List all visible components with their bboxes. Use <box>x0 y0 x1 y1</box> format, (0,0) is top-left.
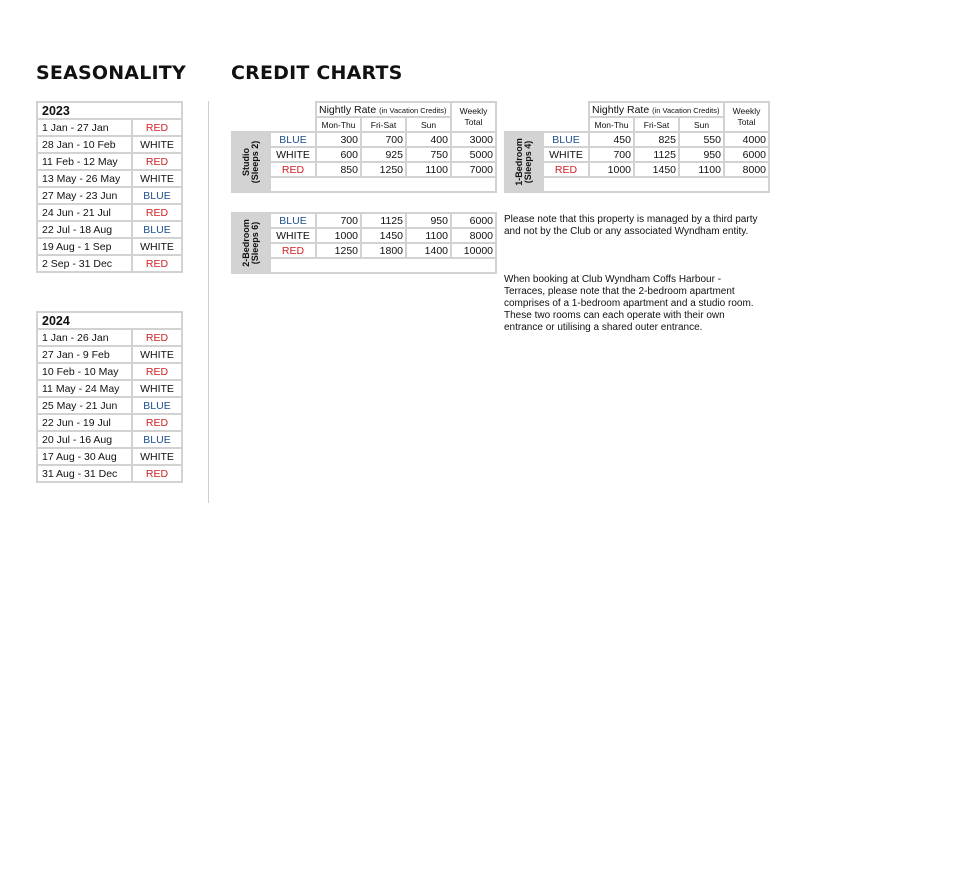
rate-fri-sat: 825 <box>634 132 679 147</box>
season-color: RED <box>132 414 182 431</box>
booking-note: When booking at Club Wyndham Coffs Harbour - Terraces, please note that the 2-bedroom apartment comprises of a 1-bedroom apartment and a studio room. These two rooms can each operate with their own entrance or utilising a shared outer entrance. <box>504 274 754 333</box>
rate-sun: 550 <box>679 132 724 147</box>
date-range: 31 Aug - 31 Dec <box>37 465 132 482</box>
rate-row <box>232 228 496 243</box>
season-color: WHITE <box>132 238 182 255</box>
season-row <box>37 329 182 346</box>
rate-mon-thu: 600 <box>316 147 361 162</box>
rate-fri-sat: 1450 <box>361 228 406 243</box>
rate-sun: 1400 <box>406 243 451 258</box>
season-color: BLUE <box>132 397 182 414</box>
date-range: 20 Jul - 16 Aug <box>37 431 132 448</box>
season-row <box>37 431 182 448</box>
rate-row <box>505 162 769 177</box>
rate-mon-thu: 700 <box>316 213 361 228</box>
room-type-label: 1-Bedroom (Sleeps 4) <box>505 132 543 192</box>
season-label: RED <box>270 243 316 258</box>
season-label: BLUE <box>270 132 316 147</box>
sun-header: Sun <box>406 117 451 132</box>
date-range: 2 Sep - 31 Dec <box>37 255 132 272</box>
date-range: 27 Jan - 9 Feb <box>37 346 132 363</box>
mon-thu-header: Mon-Thu <box>589 117 634 132</box>
season-row <box>37 170 182 187</box>
rate-row <box>232 213 496 228</box>
rate-fri-sat: 925 <box>361 147 406 162</box>
rate-mon-thu: 700 <box>589 147 634 162</box>
rate-weekly: 6000 <box>724 147 769 162</box>
season-row <box>37 465 182 482</box>
rate-mon-thu: 1000 <box>589 162 634 177</box>
season-row <box>37 346 182 363</box>
rate-weekly: 10000 <box>451 243 496 258</box>
rate-mon-thu: 1000 <box>316 228 361 243</box>
date-range: 10 Feb - 10 May <box>37 363 132 380</box>
season-row <box>37 187 182 204</box>
season-row <box>37 119 182 136</box>
room-type-label: 2-Bedroom (Sleeps 6) <box>232 213 270 273</box>
seasonality-heading: SEASONALITY <box>36 62 186 84</box>
season-row <box>37 153 182 170</box>
date-range: 28 Jan - 10 Feb <box>37 136 132 153</box>
season-color: WHITE <box>132 170 182 187</box>
rate-sun: 1100 <box>679 162 724 177</box>
nightly-rate-header: Nightly Rate (in Vacation Credits) <box>316 102 451 117</box>
rate-row <box>232 147 496 162</box>
header-blank <box>232 102 316 132</box>
header-blank <box>505 102 589 132</box>
table-footer-row <box>270 258 496 273</box>
date-range: 17 Aug - 30 Aug <box>37 448 132 465</box>
sun-header: Sun <box>679 117 724 132</box>
season-label: WHITE <box>270 147 316 162</box>
rate-weekly: 8000 <box>724 162 769 177</box>
room-type-label: Studio (Sleeps 2) <box>232 132 270 192</box>
date-range: 22 Jul - 18 Aug <box>37 221 132 238</box>
season-row <box>37 363 182 380</box>
credit-table-2-bedroom <box>231 212 497 274</box>
season-label: RED <box>543 162 589 177</box>
season-label: BLUE <box>270 213 316 228</box>
season-row <box>37 204 182 221</box>
season-color: WHITE <box>132 136 182 153</box>
season-label: BLUE <box>543 132 589 147</box>
rate-weekly: 7000 <box>451 162 496 177</box>
seasonality-table-2023 <box>36 101 183 273</box>
rate-fri-sat: 1125 <box>361 213 406 228</box>
rate-row <box>232 162 496 177</box>
credit-charts-heading: CREDIT CHARTS <box>231 62 403 84</box>
season-color: BLUE <box>132 221 182 238</box>
date-range: 1 Jan - 27 Jan <box>37 119 132 136</box>
season-color: RED <box>132 363 182 380</box>
year-label: 2024 <box>37 312 182 329</box>
season-color: RED <box>132 119 182 136</box>
rate-mon-thu: 1250 <box>316 243 361 258</box>
season-color: BLUE <box>132 431 182 448</box>
seasonality-table-2024 <box>36 311 183 483</box>
fri-sat-header: Fri-Sat <box>361 117 406 132</box>
season-color: RED <box>132 153 182 170</box>
fri-sat-header: Fri-Sat <box>634 117 679 132</box>
season-row <box>37 448 182 465</box>
rate-sun: 750 <box>406 147 451 162</box>
season-row <box>37 221 182 238</box>
table-footer-row <box>543 177 769 192</box>
date-range: 11 May - 24 May <box>37 380 132 397</box>
rate-row <box>232 132 496 147</box>
season-color: RED <box>132 255 182 272</box>
rate-sun: 1100 <box>406 228 451 243</box>
rate-row <box>505 132 769 147</box>
rate-fri-sat: 1450 <box>634 162 679 177</box>
year-label: 2023 <box>37 102 182 119</box>
date-range: 19 Aug - 1 Sep <box>37 238 132 255</box>
rate-mon-thu: 450 <box>589 132 634 147</box>
season-row <box>37 255 182 272</box>
rate-fri-sat: 1800 <box>361 243 406 258</box>
table-footer-row <box>270 177 496 192</box>
rate-weekly: 8000 <box>451 228 496 243</box>
rate-weekly: 6000 <box>451 213 496 228</box>
date-range: 13 May - 26 May <box>37 170 132 187</box>
season-color: RED <box>132 204 182 221</box>
rate-sun: 1100 <box>406 162 451 177</box>
season-row <box>37 136 182 153</box>
rate-sun: 950 <box>406 213 451 228</box>
season-row <box>37 238 182 255</box>
season-color: WHITE <box>132 448 182 465</box>
rate-sun: 400 <box>406 132 451 147</box>
rate-row <box>505 147 769 162</box>
season-color: RED <box>132 465 182 482</box>
season-label: WHITE <box>543 147 589 162</box>
weekly-total-header: Weekly Total <box>724 102 769 132</box>
season-color: RED <box>132 329 182 346</box>
date-range: 24 Jun - 21 Jul <box>37 204 132 221</box>
rate-fri-sat: 1125 <box>634 147 679 162</box>
rate-mon-thu: 300 <box>316 132 361 147</box>
nightly-rate-header: Nightly Rate (in Vacation Credits) <box>589 102 724 117</box>
mon-thu-header: Mon-Thu <box>316 117 361 132</box>
credit-table-studio <box>231 101 497 193</box>
rate-mon-thu: 850 <box>316 162 361 177</box>
date-range: 11 Feb - 12 May <box>37 153 132 170</box>
season-color: BLUE <box>132 187 182 204</box>
season-color: WHITE <box>132 380 182 397</box>
date-range: 27 May - 23 Jun <box>37 187 132 204</box>
season-color: WHITE <box>132 346 182 363</box>
rate-weekly: 5000 <box>451 147 496 162</box>
management-note: Please note that this property is managed by a third party and not by the Club or any associated Wyndham entity. <box>504 214 758 237</box>
season-row <box>37 414 182 431</box>
season-label: WHITE <box>270 228 316 243</box>
season-row <box>37 380 182 397</box>
date-range: 1 Jan - 26 Jan <box>37 329 132 346</box>
column-divider <box>208 101 209 503</box>
season-row <box>37 397 182 414</box>
rate-sun: 950 <box>679 147 724 162</box>
rate-weekly: 3000 <box>451 132 496 147</box>
weekly-total-header: Weekly Total <box>451 102 496 132</box>
rate-fri-sat: 700 <box>361 132 406 147</box>
season-label: RED <box>270 162 316 177</box>
credit-table-1-bedroom <box>504 101 770 193</box>
rate-row <box>232 243 496 258</box>
rate-fri-sat: 1250 <box>361 162 406 177</box>
date-range: 25 May - 21 Jun <box>37 397 132 414</box>
rate-weekly: 4000 <box>724 132 769 147</box>
date-range: 22 Jun - 19 Jul <box>37 414 132 431</box>
